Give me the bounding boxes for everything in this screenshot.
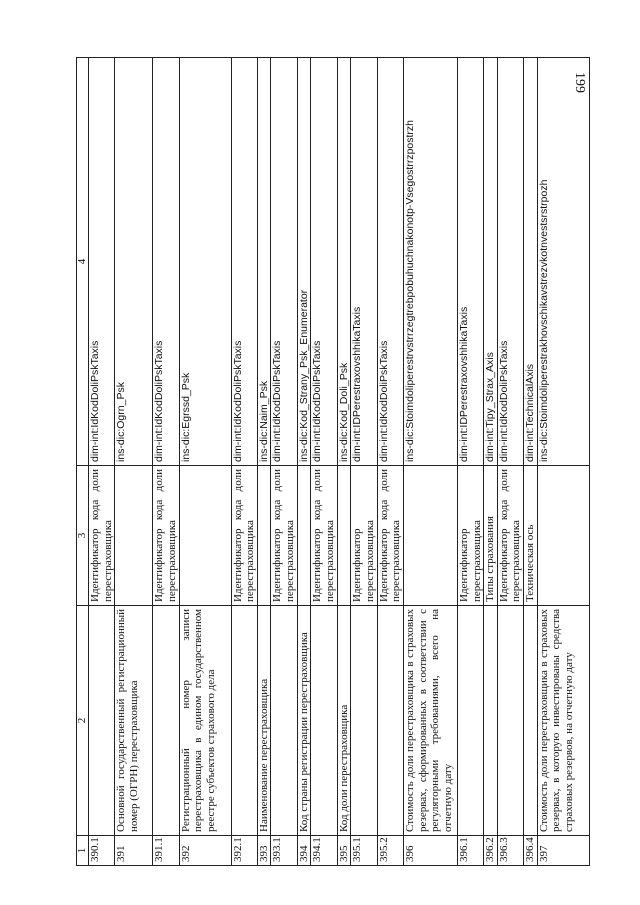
row-name — [377, 606, 403, 836]
row-name — [231, 606, 257, 836]
table-row — [403, 58, 457, 866]
row-name: Стоимость доли перестраховщика в страховых резервах, сформированных в соответствии с регуляторными требованиями, всего на отчетную дату — [403, 606, 457, 836]
row-name — [497, 606, 523, 836]
row-identifier — [337, 466, 351, 606]
row-identifier — [537, 466, 589, 606]
row-code: ins-dic:Naim_Psk — [257, 58, 271, 466]
row-name: Код страны регистрации перестраховщика — [297, 606, 311, 836]
row-number: 391 — [115, 836, 153, 866]
row-identifier: Идентификатор кода доли перестраховщика — [89, 466, 115, 606]
table-row — [311, 58, 337, 866]
row-number: 396 — [403, 836, 457, 866]
row-number: 390.1 — [89, 836, 115, 866]
table-row — [377, 58, 403, 866]
row-identifier: Идентификатор кода доли перестраховщика — [271, 466, 297, 606]
row-identifier: Идентификатор кода доли перестраховщика — [377, 466, 403, 606]
row-number: 393.1 — [271, 836, 297, 866]
row-code: ins-dic:Stoimdoliperestrvstrrzegtrebpobuhuchnakonotp-Vsegostrrzpostrzh — [403, 58, 457, 466]
row-name: Основной государственный регистрационный номер (ОГРН) перестраховщика — [115, 606, 153, 836]
row-code: dim-int:IDPerestraxovshhikaTaxis — [457, 58, 483, 466]
header-col-1: 1 — [77, 836, 89, 866]
row-identifier: Техническая ось — [524, 466, 538, 606]
row-name: Стоимость доли перестраховщика в страховых резервах, в которую инвестированы средства страховых резервов, на отчетную дату — [537, 606, 589, 836]
row-identifier: Типы страхования — [484, 466, 498, 606]
row-number: 392 — [179, 836, 231, 866]
row-code: ins-dic:Ogrn_Psk — [115, 58, 153, 466]
row-identifier — [257, 466, 271, 606]
row-code: dim-int:IdKodDoliPskTaxis — [497, 58, 523, 466]
row-identifier — [297, 466, 311, 606]
row-name — [484, 606, 498, 836]
row-number: 393 — [257, 836, 271, 866]
row-name — [89, 606, 115, 836]
rotated-table-container — [76, 58, 640, 866]
row-number: 392.1 — [231, 836, 257, 866]
table-row — [115, 58, 153, 866]
row-name: Регистрационный номер записи перестраховщика в едином государственном реестре субъектов страхового дела — [179, 606, 231, 836]
row-name — [311, 606, 337, 836]
table-row — [497, 58, 523, 866]
table-row — [271, 58, 297, 866]
row-code: dim-int:IdKodDoliPskTaxis — [271, 58, 297, 466]
row-name: Код доли перестраховщика — [337, 606, 351, 836]
row-code: dim-int:IDPerestraxovshhikaTaxis — [351, 58, 377, 466]
row-code: dim-int:IdKodDoliPskTaxis — [153, 58, 179, 466]
row-identifier — [403, 466, 457, 606]
table-row — [351, 58, 377, 866]
table-header-row — [77, 58, 89, 866]
row-identifier: Идентификатор перестраховщика — [457, 466, 483, 606]
header-col-3: 3 — [77, 466, 89, 606]
row-identifier: Идентификатор кода доли перестраховщика — [497, 466, 523, 606]
row-number: 394 — [297, 836, 311, 866]
row-number: 397 — [537, 836, 589, 866]
row-name — [524, 606, 538, 836]
row-number: 395.1 — [351, 836, 377, 866]
row-identifier — [115, 466, 153, 606]
row-code: dim-int:IdKodDoliPskTaxis — [231, 58, 257, 466]
row-identifier: Идентификатор перестраховщика — [351, 466, 377, 606]
header-col-4: 4 — [77, 58, 89, 466]
row-code: ins-dic:Egrssd_Psk — [179, 58, 231, 466]
row-name — [271, 606, 297, 836]
row-code: ins-dic:Kod_Doli_Psk — [337, 58, 351, 466]
row-identifier: Идентификатор кода доли перестраховщика — [153, 466, 179, 606]
row-name: Наименование перестраховщика — [257, 606, 271, 836]
row-number: 396.4 — [524, 836, 538, 866]
table-row — [297, 58, 311, 866]
table-row — [457, 58, 483, 866]
page-number: 199 — [572, 72, 587, 93]
xbrl-mapping-table — [76, 57, 590, 866]
row-name — [457, 606, 483, 836]
header-col-2: 2 — [77, 606, 89, 836]
table-row — [179, 58, 231, 866]
row-code: dim-int:IdKodDoliPskTaxis — [311, 58, 337, 466]
row-identifier — [179, 466, 231, 606]
row-code: dim-int:IdKodDoliPskTaxis — [89, 58, 115, 466]
row-name — [351, 606, 377, 836]
table-row — [537, 58, 589, 866]
row-code: dim-int:IdKodDoliPskTaxis — [377, 58, 403, 466]
row-identifier: Идентификатор кода доли перестраховщика — [311, 466, 337, 606]
row-number: 391.1 — [153, 836, 179, 866]
table-row — [484, 58, 498, 866]
row-code: ins-dic:Kod_Strany_Psk_Enumerator — [297, 58, 311, 466]
row-code: ins-dic:Stoimdoliperestrakhovschikavstrezvkotnvestsrstrpozh — [537, 58, 589, 466]
row-code: dim-int:Tipy_Strax_Axis — [484, 58, 498, 466]
table-row — [337, 58, 351, 866]
row-number: 395 — [337, 836, 351, 866]
row-name — [153, 606, 179, 836]
table-row — [257, 58, 271, 866]
table-row — [89, 58, 115, 866]
row-identifier: Идентификатор кода доли перестраховщика — [231, 466, 257, 606]
row-number: 395.2 — [377, 836, 403, 866]
row-number: 394.1 — [311, 836, 337, 866]
row-number: 396.2 — [484, 836, 498, 866]
table-row — [153, 58, 179, 866]
row-code: dim-int:TechnicalAxis — [524, 58, 538, 466]
table-row — [524, 58, 538, 866]
row-number: 396.3 — [497, 836, 523, 866]
row-number: 396.1 — [457, 836, 483, 866]
table-row — [231, 58, 257, 866]
